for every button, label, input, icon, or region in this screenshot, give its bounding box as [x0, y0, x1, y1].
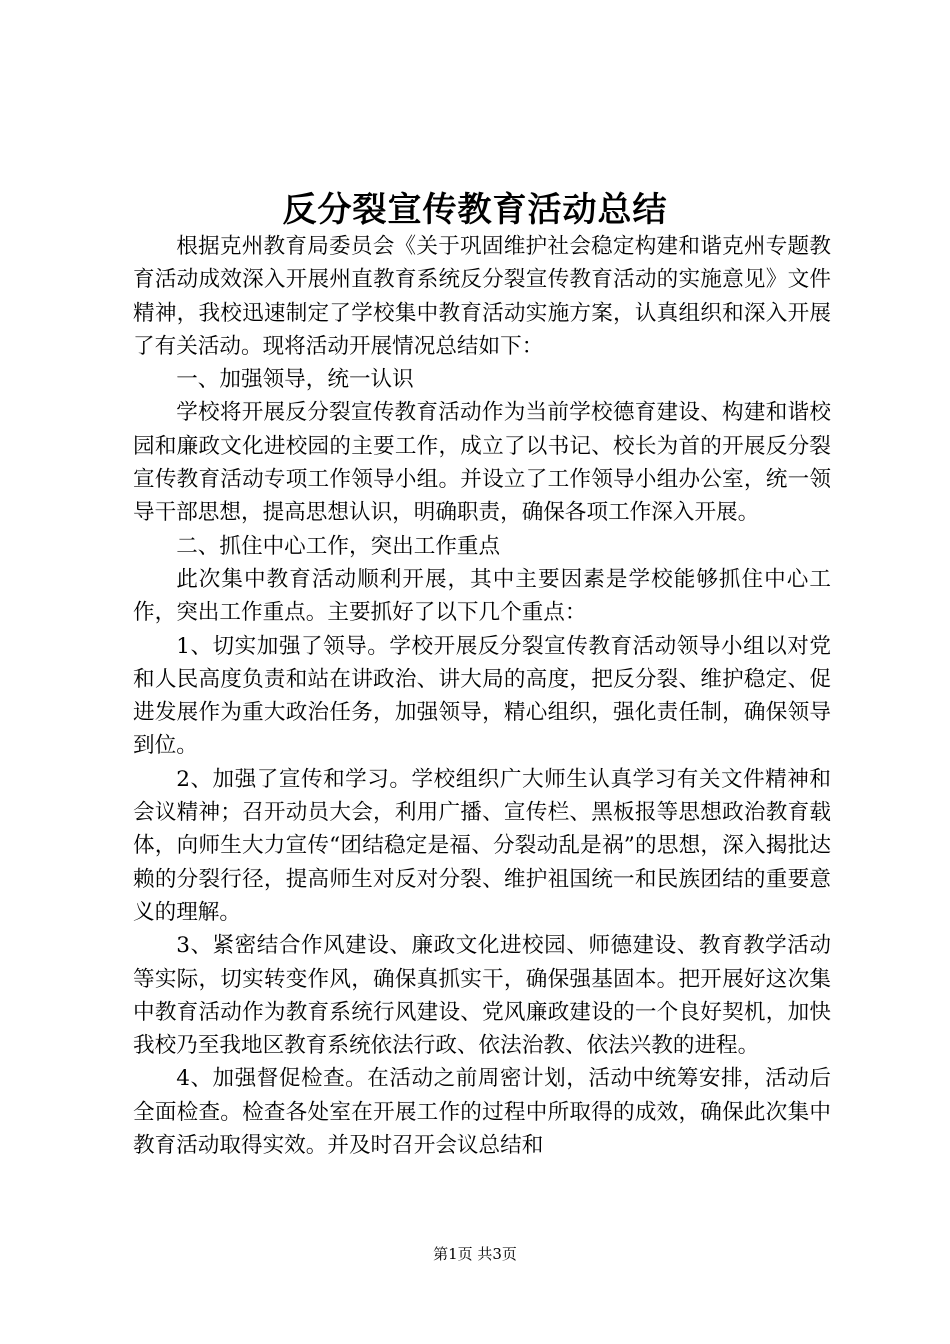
paragraph-point-2: 2、加强了宣传和学习。学校组织广大师生认真学习有关文件精神和会议精神；召开动员大会，利用广播、宣传栏、黑板报等思想政治教育载体，向师生大力宣传“团结稳定是福、分裂动乱是祸”的思想，深入揭批达赖的分裂行径，提高师生对反对分裂、维护祖国统一和民族团结的重要意义的理解。: [133, 766, 831, 925]
document-title: 反分裂宣传教育活动总结: [282, 190, 668, 230]
paragraph-point-4: 4、加强督促检查。在活动之前周密计划，活动中统筹安排，活动后全面检查。检查各处室在开展工作的过程中所取得的成效，确保此次集中教育活动取得实效。并及时召开会议总结和: [133, 1066, 831, 1159]
paragraph-point-3: 3、紧密结合作风建设、廉政文化进校园、师德建设、教育教学活动等实际，切实转变作风，确保真抓实干，确保强基固本。把开展好这次集中教育活动作为教育系统行风建设、党风廉政建设的一个良好契机，加快我校乃至我地区教育系统依法行政、依法治教、依法兴教的进程。: [133, 933, 831, 1059]
page-number: 第1页 共3页: [433, 1245, 517, 1263]
section-heading-1: 一、加强领导，统一认识: [176, 367, 414, 393]
paragraph-section-1: 学校将开展反分裂宣传教育活动作为当前学校德育建设、构建和谐校园和廉政文化进校园的主要工作，成立了以书记、校长为首的开展反分裂宣传教育活动专项工作领导小组。并设立了工作领导小组办公室，统一领导干部思想，提高思想认识，明确职责，确保各项工作深入开展。: [133, 400, 831, 526]
paragraph-intro: 根据克州教育局委员会《关于巩固维护社会稳定构建和谐克州专题教育活动成效深入开展州直教育系统反分裂宣传教育活动的实施意见》文件精神，我校迅速制定了学校集中教育活动实施方案，认真组织和深入开展了有关活动。现将活动开展情况总结如下：: [133, 234, 831, 359]
paragraph-section-2: 此次集中教育活动顺利开展，其中主要因素是学校能够抓住中心工作，突出工作重点。主要抓好了以下几个重点：: [133, 566, 831, 626]
section-heading-2: 二、抓住中心工作，突出工作重点: [176, 533, 501, 559]
paragraph-point-1: 1、切实加强了领导。学校开展反分裂宣传教育活动领导小组以对党和人民高度负责和站在讲政治、讲大局的高度，把反分裂、维护稳定、促进发展作为重大政治任务，加强领导，精心组织，强化责任制，确保领导到位。: [133, 633, 831, 759]
document-body: [133, 230, 831, 1162]
